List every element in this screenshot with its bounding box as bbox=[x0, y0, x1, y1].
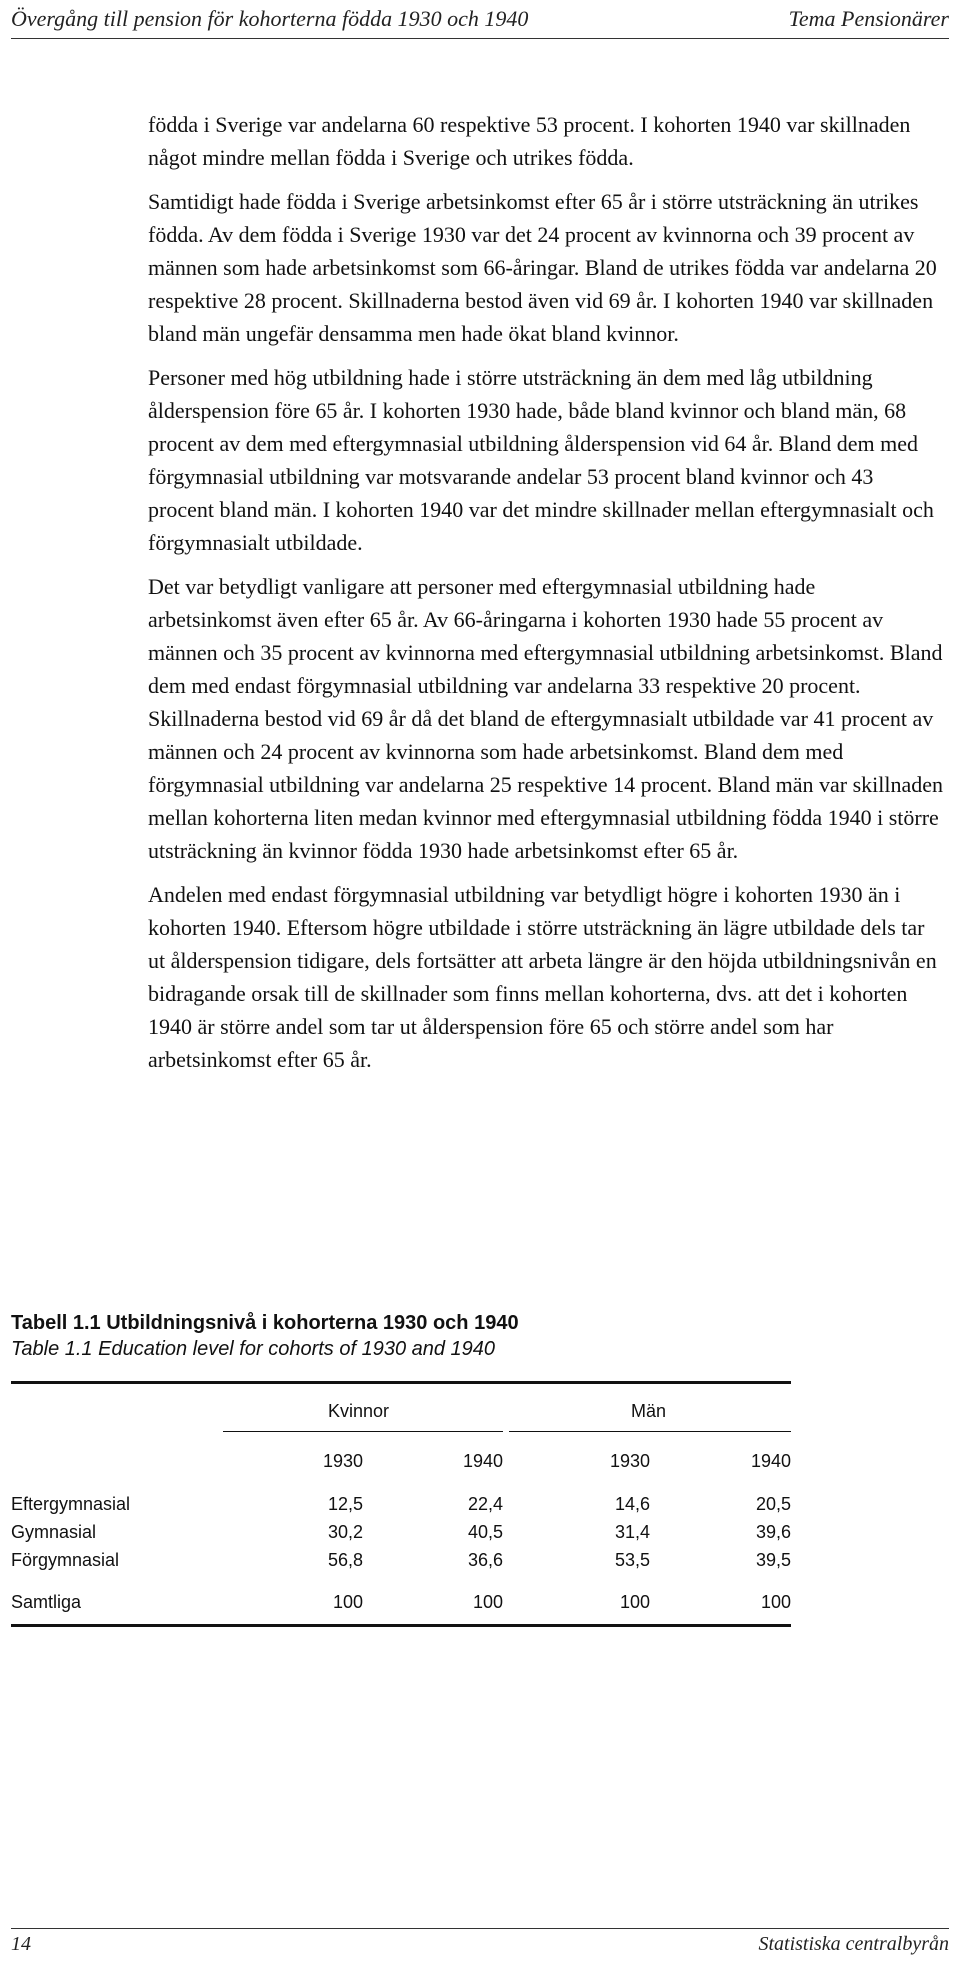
cell-value: 39,6 bbox=[755, 1522, 791, 1542]
cell-value: 56,8 bbox=[327, 1550, 363, 1570]
cell-value: 100 bbox=[332, 1592, 363, 1612]
year-header: 1930 bbox=[322, 1451, 363, 1471]
table-title-english: Table 1.1 Education level for cohorts of 1930 and 1940 bbox=[11, 1338, 496, 1360]
group-rule-men bbox=[509, 1431, 791, 1432]
table-bottom-rule bbox=[11, 1624, 791, 1627]
cell-value: 53,5 bbox=[614, 1550, 650, 1570]
group-header-men: Män bbox=[631, 1401, 667, 1421]
table-title-swedish: Tabell 1.1 Utbildningsnivå i kohorterna 1930 och 1940 bbox=[11, 1312, 519, 1334]
row-label: Samtliga bbox=[11, 1592, 82, 1612]
page-number: 14 bbox=[11, 1933, 31, 1955]
table-caption bbox=[11, 1310, 519, 1362]
row-label: Förgymnasial bbox=[11, 1550, 120, 1570]
row-label: Eftergymnasial bbox=[11, 1494, 131, 1514]
cell-value: 39,5 bbox=[755, 1550, 791, 1570]
cell-value: 100 bbox=[472, 1592, 503, 1612]
cell-value: 30,2 bbox=[327, 1522, 363, 1542]
group-rule-women bbox=[223, 1431, 503, 1432]
cell-value: 40,5 bbox=[467, 1522, 503, 1542]
page-header bbox=[11, 0, 949, 39]
section-title: Tema Pensionärer bbox=[788, 6, 949, 31]
paragraph: Personer med hög utbildning hade i större utsträckning än dem med låg utbildning ålderspension före 65 år. I kohorten 1930 hade, både bland kvinnor och bland män, 68 procent av dem med eftergymnasial utbildning ålderspension vid 64 år. Bland dem med förgymnasial utbildning var motsvarande andelar 53 procent bland kvinnor och 43 procent bland män. I kohorten 1940 var det mindre skillnader mellan eftergymnasialt och förgymnasialt utbildade. bbox=[148, 365, 934, 555]
cell-value: 20,5 bbox=[755, 1494, 791, 1514]
group-header-women: Kvinnor bbox=[328, 1401, 390, 1421]
year-header: 1940 bbox=[462, 1451, 503, 1471]
running-title: Övergång till pension för kohorterna födda 1930 och 1940 bbox=[11, 6, 529, 31]
paragraph: födda i Sverige var andelarna 60 respektive 53 procent. I kohorten 1940 var skillnaden något mindre mellan födda i Sverige och utrikes födda. bbox=[148, 112, 911, 170]
page-footer bbox=[11, 1928, 949, 1957]
publisher-name: Statistiska centralbyrån bbox=[758, 1933, 949, 1955]
cell-value: 100 bbox=[760, 1592, 791, 1612]
cell-value: 36,6 bbox=[467, 1550, 503, 1570]
cell-value: 100 bbox=[619, 1592, 650, 1612]
table-top-rule bbox=[11, 1381, 791, 1384]
cell-value: 22,4 bbox=[467, 1494, 503, 1514]
paragraph: Andelen med endast förgymnasial utbildning var betydligt högre i kohorten 1930 än i kohorten 1940. Eftersom högre utbildade i större utsträckning än lägre utbildade dels tar ut ålderspension tidigare, dels fortsätter att arbeta längre är den höjda utbildningsnivån en bidragande orsak till de skillnader som finns mellan kohorterna, dvs. att det i kohorten 1940 är större andel som tar ut ålderspension före 65 och större andel som har arbetsinkomst efter 65 år. bbox=[148, 882, 937, 1072]
paragraph: Det var betydligt vanligare att personer med eftergymnasial utbildning hade arbetsinkomst även efter 65 år. Av 66-åringarna i kohorten 1930 hade 55 procent av männen och 35 procent av kvinnorna med eftergymnasial utbildning arbetsinkomst. Bland dem med endast förgymnasial utbildning var andelarna 33 respektive 20 procent. Skillnaderna bestod vid 69 år då det bland de eftergymnasialt utbildade var 41 procent av männen och 24 procent av kvinnorna som hade arbetsinkomst. Bland dem med förgymnasial utbildning var andelarna 25 respektive 14 procent. Bland män var skillnaden mellan kohorterna liten medan kvinnor med eftergymnasial utbildning födda 1940 i större utsträckning än kvinnor födda 1930 hade arbetsinkomst efter 65 år. bbox=[148, 574, 944, 863]
year-header: 1930 bbox=[609, 1451, 650, 1471]
cell-value: 14,6 bbox=[614, 1494, 650, 1514]
cell-value: 12,5 bbox=[327, 1494, 363, 1514]
cell-value: 31,4 bbox=[614, 1522, 650, 1542]
row-label: Gymnasial bbox=[11, 1522, 97, 1542]
body-text bbox=[148, 108, 944, 1087]
paragraph: Samtidigt hade födda i Sverige arbetsinkomst efter 65 år i större utsträckning än utrikes födda. Av dem födda i Sverige 1930 var det 24 procent av kvinnorna och 39 procent av männen som hade arbetsinkomst som 66-åringar. Bland de utrikes födda var andelarna 20 respektive 28 procent. Skillnaderna bestod även vid 69 år. I kohorten 1940 var skillnaden bland män ungefär densamma men hade ökat bland kvinnor. bbox=[148, 189, 937, 346]
year-header: 1940 bbox=[750, 1451, 791, 1471]
